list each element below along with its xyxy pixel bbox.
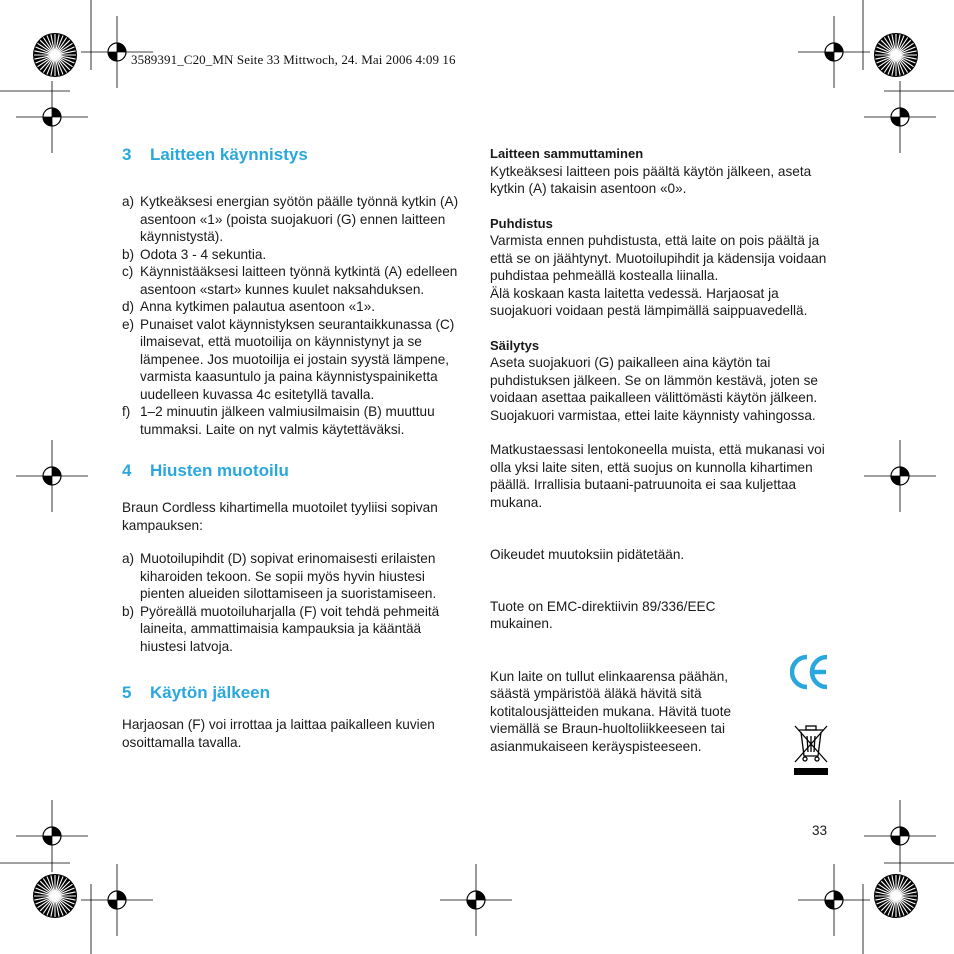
list-item: b) Odota 3 - 4 sekuntia. (122, 246, 267, 262)
rights-text: Oikeudet muutoksiin pidätetään. (490, 547, 685, 562)
store-text: Aseta suojakuori (G) paikalleen aina käytön tai puhdistuksen jälkeen. Se on lämmön kestävä, joten se voidaan asettaa paikalleen välittömästi käytön jälkeen. Suojakuori varmistaa, ettei laite käynnisty vahingossa. (490, 355, 818, 423)
crossed-out-bin-icon (793, 722, 829, 778)
ce-mark-icon (790, 653, 830, 691)
right-column (490, 145, 835, 755)
page-number: 33 (812, 823, 828, 838)
section-4-heading: 4 Hiusten muotoilu (122, 461, 289, 480)
emc-text: Tuote on EMC-direktiivin 89/336/EEC mukainen. (490, 598, 716, 631)
left-column (122, 144, 467, 751)
print-slug: 3589391_C20_MN Seite 33 Mittwoch, 24. Mai 2006 4:09 16 (131, 52, 456, 67)
off-heading: Laitteen sammuttaminen (490, 146, 644, 161)
store-heading: Säilytys (490, 337, 540, 353)
list-item: e) Punaiset valot käynnistyksen seurantaikkunassa (C) ilmaisevat, että muotoilija on käynnistynyt ja se lämpenee. Jos muotoilija ei jostain syystä lämpene, varmista kaasuntulo ja paina käynnistyspainiketta uudelleen kuvassa 4c esitetyllä tavalla. (122, 316, 455, 402)
clean-text-1: Varmista ennen puhdistusta, että laite on pois päältä ja että se on jäähtynyt. Muotoilupihdit ja kädensija voidaan puhdistaa pehmeällä kostealla liinalla. (490, 233, 827, 283)
section-5-text: Harjaosan (F) voi irrottaa ja laittaa paikalleen kuvien osoittamalla tavalla. (122, 717, 435, 750)
list-item: c) Käynnistääksesi laitteen työnnä kytkintä (A) edelleen asentoon «start» kunnes kuulet naksahduksen. (122, 264, 458, 297)
clean-text-2: Älä koskaan kasta laitetta vedessä. Harjaosat ja suojakuori voidaan pestä lämpimällä saippuavedellä. (490, 285, 808, 318)
section-4-intro: Braun Cordless kihartimella muotoilet tyyliisi sopivan kampauksen: (122, 500, 438, 533)
list-item: d) Anna kytkimen palautua asentoon «1». (122, 299, 376, 314)
list-item: a) Kytkeäksesi energian syötön päälle työnnä kytkin (A) asentoon «1» (poista suojakuori (G) ennen laitteen käynnistystä). (122, 194, 459, 244)
list-item: f) 1–2 minuutin jälkeen valmiusilmaisin (B) muuttuu tummaksi. Laite on nyt valmis käytettäväksi. (122, 404, 435, 437)
travel-text: Matkustaessasi lentokoneella muista, että mukanasi voi olla yksi laite siten, että suojus on kunnolla kihartimen päällä. Irrallisia butaani-patruunoita ei saa kuljettaa mukana. (490, 442, 825, 510)
off-text: Kytkeäksesi laitteen pois päältä käytön jälkeen, aseta kytkin (A) takaisin asentoon «0». (490, 163, 812, 196)
list-item: a) Muotoilupihdit (D) sopivat erinomaisesti erilaisten kiharoiden tekoon. Se sopii myös hyvin hiustesi pienten alueiden silottamiseen ja suoristamiseen. (122, 551, 437, 601)
list-item: b) Pyöreällä muotoiluharjalla (F) voit tehdä pehmeitä laineita, ammattimaisia kampauksia ja kääntää hiustesi latvoja. (122, 603, 440, 654)
section-5-heading: 5 Käytön jälkeen (122, 683, 270, 702)
section-3-heading: 3 Laitteen käynnistys (122, 145, 308, 164)
disposal-text: Kun laite on tullut elinkaarensa päähän, säästä ympäristöä äläkä hävitä sitä kotitalousjätteiden mukana. Hävitä tuote viemällä se Braun-huoltoliikkeeseen tai asianmukaiseen keräyspisteeseen. (490, 668, 732, 754)
clean-heading: Puhdistus (490, 215, 553, 231)
